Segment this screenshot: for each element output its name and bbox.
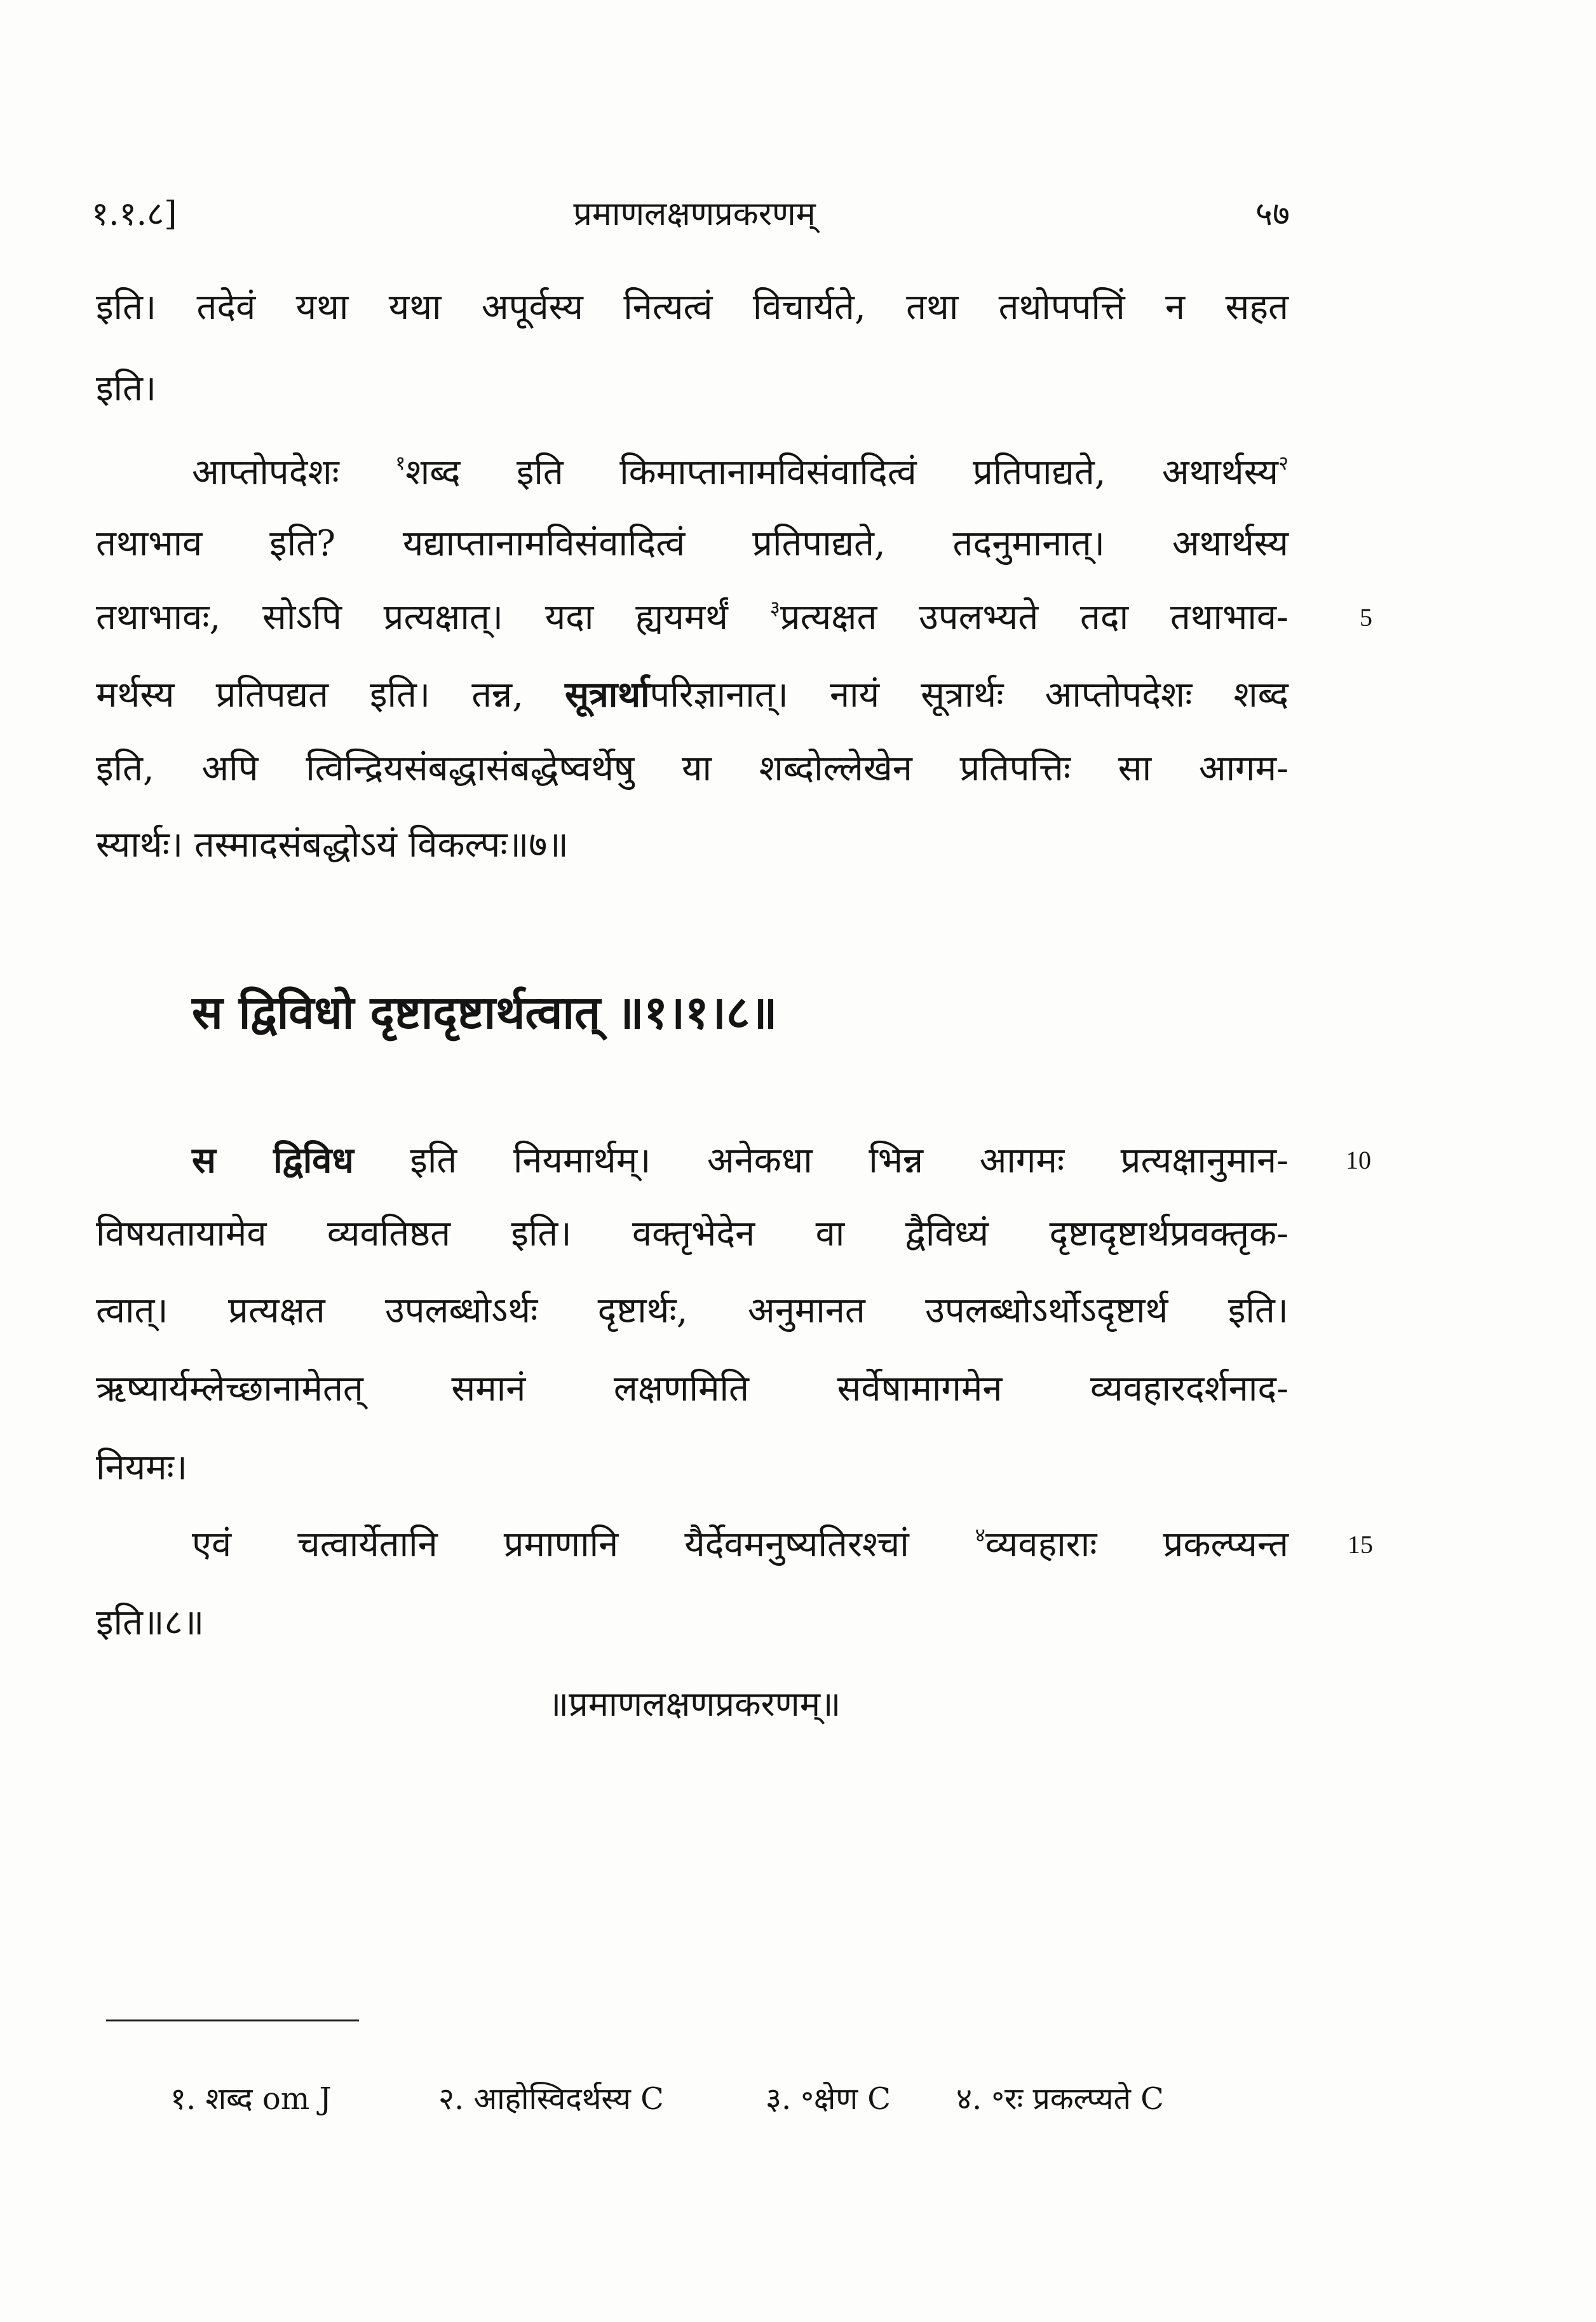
header-running-title: प्रमाणलक्षणप्रकरणम्	[573, 195, 816, 233]
para1-line-6	[96, 656, 1288, 733]
para2-line-3: त्वात्। प्रत्यक्षत उपलब्धोऽर्थः दृष्टार्थः, अनुमानत उपलब्धोऽर्थोऽदृष्टार्थ इति।	[96, 1290, 1288, 1331]
margin-line-number: 15	[1348, 1530, 1373, 1559]
para2-line-7: इति॥८॥	[96, 1602, 205, 1643]
para2-line-2: विषयतायामेव व्यवतिष्ठत इति। वक्तृभेदेन वा द्वैविध्यं दृष्टादृष्टार्थप्रवक्तृक-	[96, 1213, 1288, 1254]
footnote-marker-4: ४	[975, 1523, 985, 1547]
bold-term: स द्विविध	[192, 1139, 354, 1181]
para1-line-8: स्यार्थः। तस्मादसंबद्धोऽयं विकल्पः॥७॥	[96, 824, 569, 866]
text-segment: एवं चत्वार्येतानि प्रमाणानि यैर्देवमनुष्यतिरश्चां	[192, 1524, 975, 1565]
para1-line-3	[192, 435, 1288, 511]
footnote-1: १. शब्द om J	[170, 2081, 332, 2117]
para1-line-5	[96, 580, 1288, 656]
text-segment: व्यवहाराः प्रकल्प्यन्त	[985, 1524, 1288, 1565]
footnote-rule	[106, 2020, 359, 2021]
text-segment: आप्तोपदेशः	[192, 452, 396, 493]
text-segment: परिज्ञानात्। नायं सूत्रार्थः आप्तोपदेशः शब्द	[649, 674, 1288, 716]
para2-line-1	[192, 1122, 1288, 1198]
header-page-number: ५७	[1255, 195, 1290, 233]
text-segment: तथाभावः, सोऽपि प्रत्यक्षात्। यदा ह्ययमर्थं	[96, 597, 770, 638]
footnote-4: ४. ॰रः प्रकल्प्यते C	[956, 2081, 1164, 2117]
para2-line-6	[192, 1507, 1288, 1583]
para2-line-5: नियमः।	[96, 1447, 188, 1488]
header-section-reference: १.१.८]	[91, 195, 177, 233]
bold-term: सूत्रार्था	[564, 674, 650, 716]
section-colophon: ॥प्रमाणलक्षणप्रकरणम्॥	[548, 1684, 841, 1724]
footnote-marker-1: १	[395, 451, 406, 475]
text-segment: शब्द इति किमाप्तानामविसंवादित्वं प्रतिपाद्यते, अथार्थस्य	[405, 452, 1278, 493]
para2-line-4: ऋष्यार्यम्लेच्छानामेतत् समानं लक्षणमिति सर्वेषामागमेन व्यवहारदर्शनाद-	[96, 1368, 1288, 1409]
para1-line-4: तथाभाव इति? यद्याप्तानामविसंवादित्वं प्रतिपाद्यते, तदनुमानात्। अथार्थस्य	[96, 523, 1288, 564]
footnote-3: ३. ॰क्षेण C	[766, 2081, 891, 2117]
footnote-2: २. आहोस्विदर्थस्य C	[438, 2081, 664, 2117]
text-segment: मर्थस्य प्रतिपद्यत इति। तन्न,	[96, 674, 565, 716]
text-segment: प्रत्यक्षत उपलभ्यते तदा तथाभाव-	[780, 597, 1288, 638]
margin-line-number: 10	[1346, 1146, 1371, 1174]
text-segment: इति नियमार्थम्। अनेकधा भिन्न आगमः प्रत्यक्षानुमान-	[353, 1140, 1288, 1181]
para1-line-1: इति। तदेवं यथा यथा अपूर्वस्य नित्यत्वं विचार्यते, तथा तथोपपत्तिं न सहत	[96, 287, 1288, 328]
para1-line-2: इति।	[96, 368, 157, 409]
sutra-heading: स द्विविधो दृष्टादृष्टार्थत्वात् ॥१।१।८॥	[192, 985, 778, 1039]
margin-line-number: 5	[1360, 603, 1372, 632]
footnote-marker-3: ३	[769, 596, 780, 620]
para1-line-7: इति, अपि त्विन्द्रियसंबद्धासंबद्धेष्वर्थेषु या शब्दोल्लेखेन प्रतिपत्तिः सा आगम-	[96, 748, 1288, 789]
footnote-marker-2: २	[1278, 451, 1288, 475]
